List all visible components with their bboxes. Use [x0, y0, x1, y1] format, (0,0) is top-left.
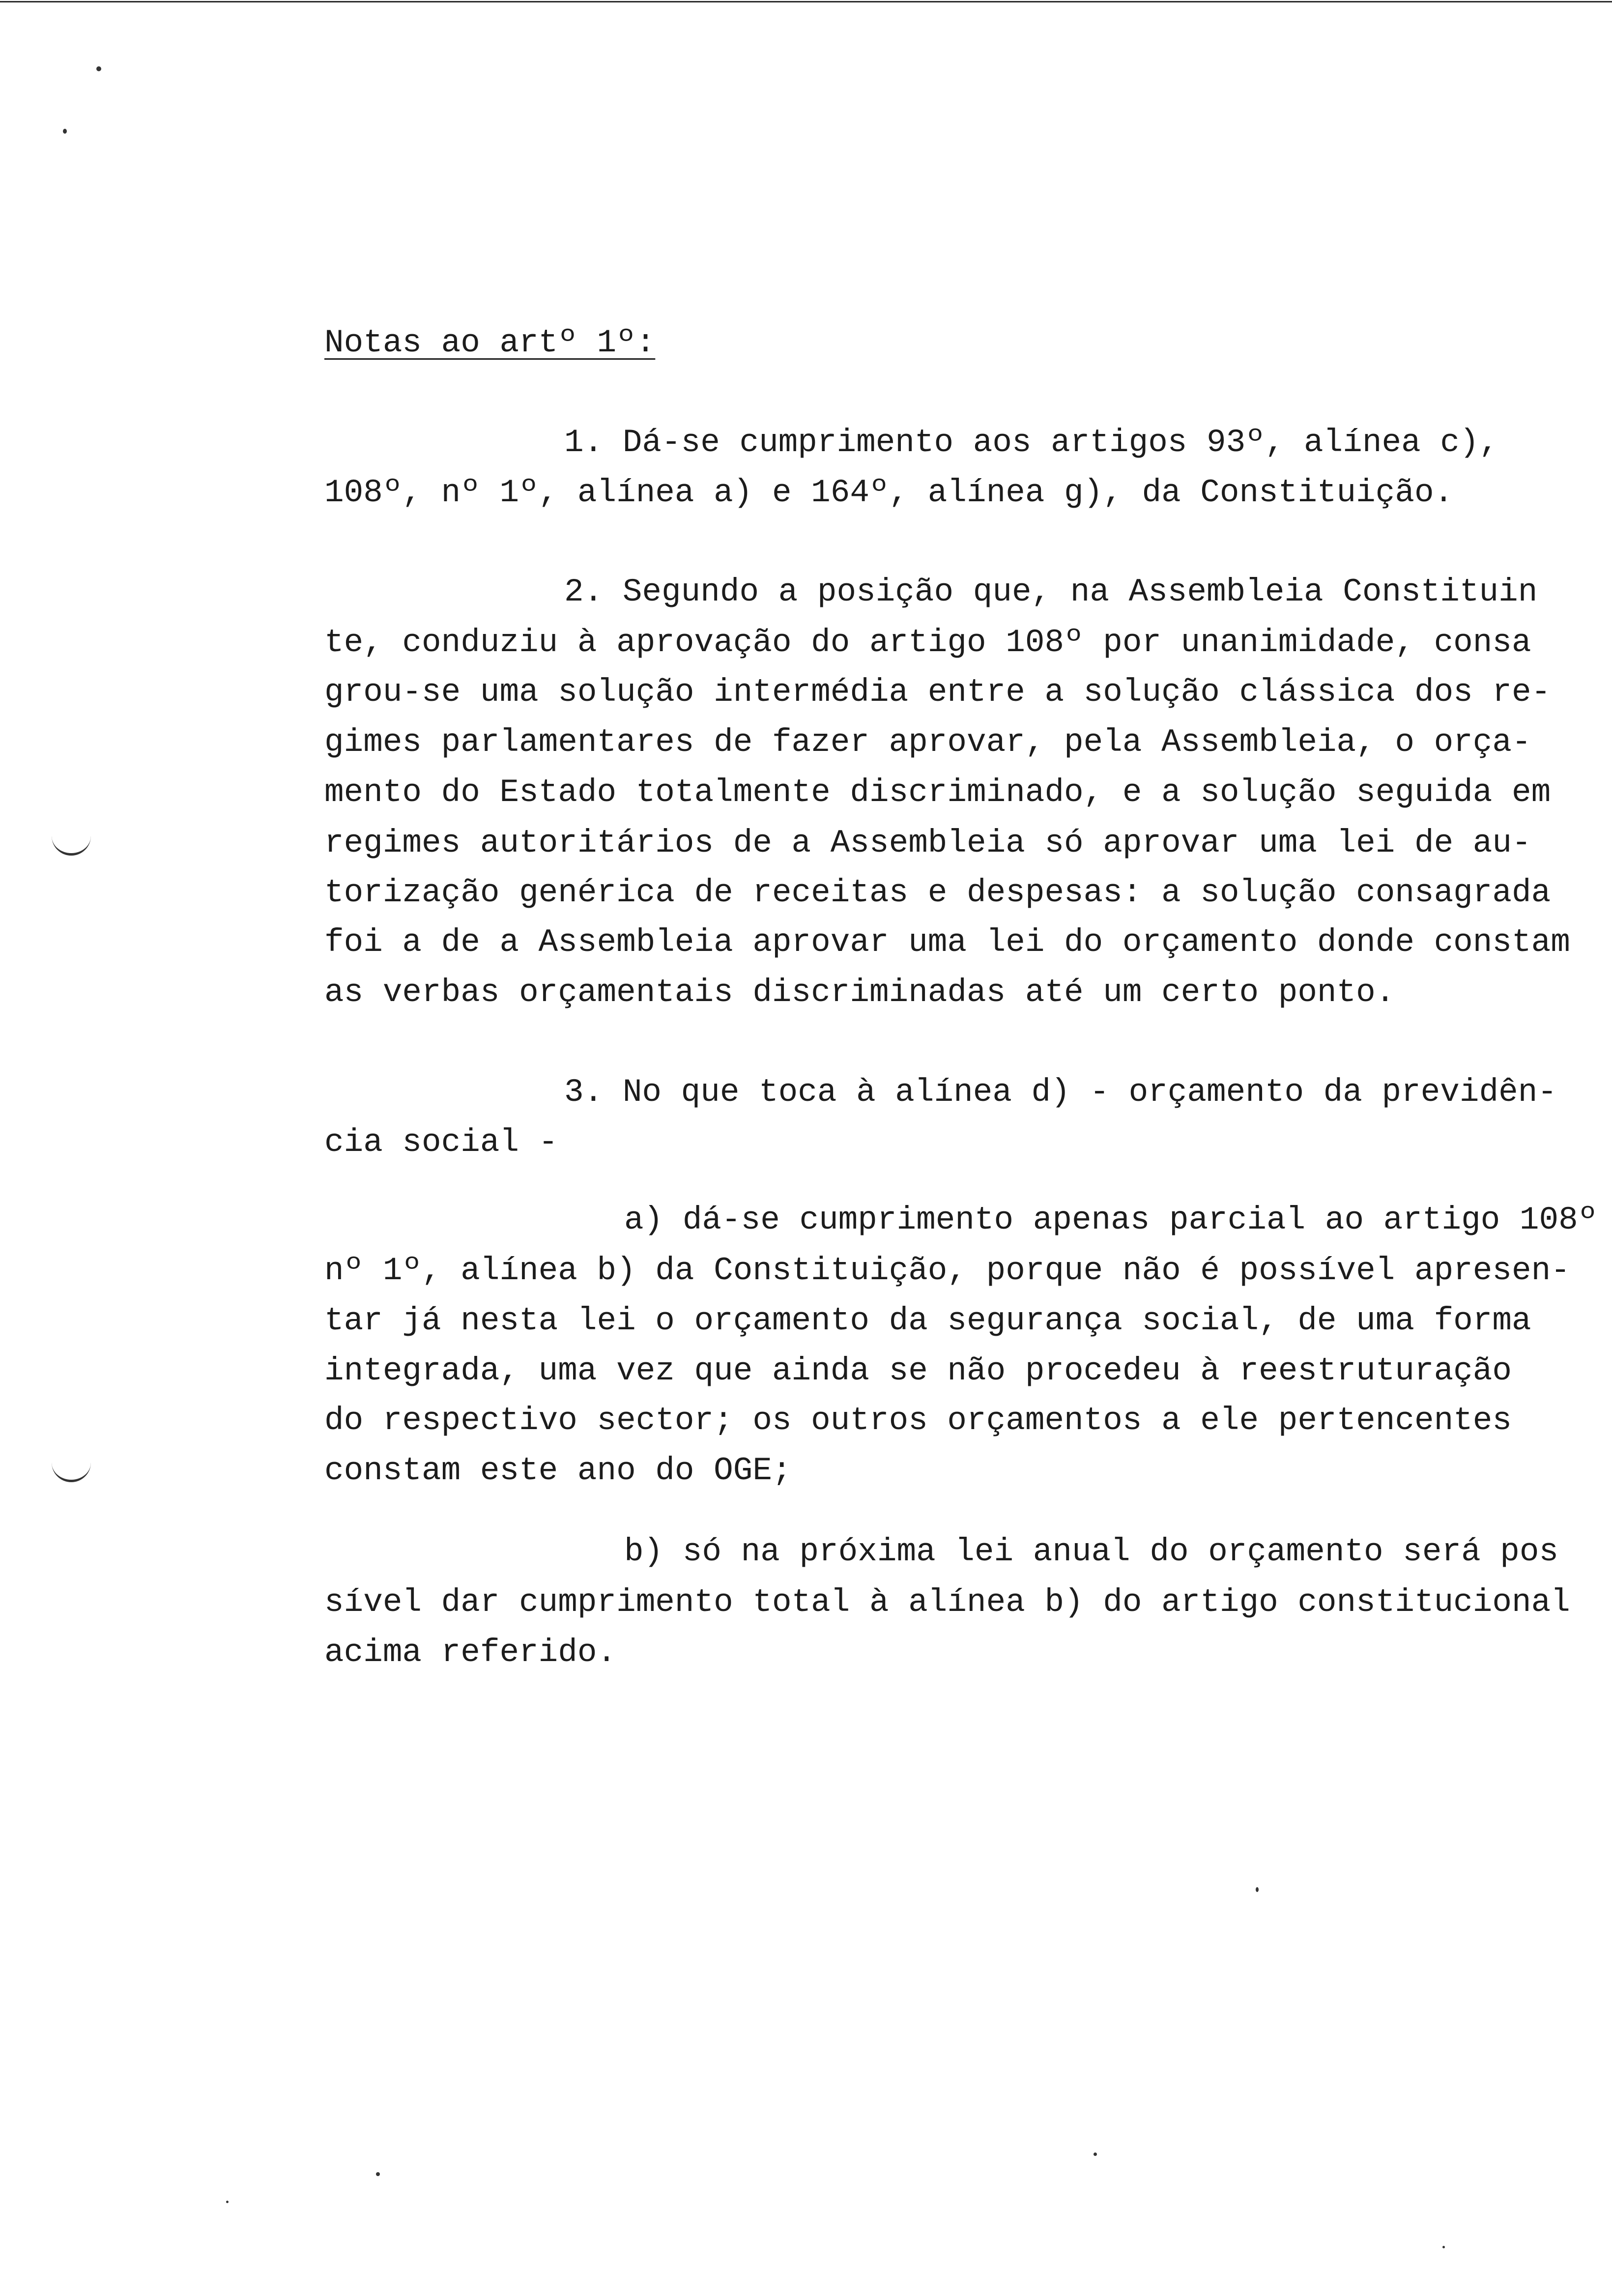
note2-line-3: grou-se uma solução intermédia entre a solução clássica dos re- — [324, 674, 1551, 711]
scan-speck — [226, 2201, 229, 2203]
note2-line-1: 2. Segundo a posição que, na Assembleia Constituin — [564, 574, 1538, 610]
note2-line-9: as verbas orçamentais discriminadas até um certo ponto. — [324, 974, 1395, 1011]
note2-line-5: mento do Estado totalmente discriminado, e a solução seguida em — [324, 774, 1551, 811]
note2-line-2: te, conduziu à aprovação do artigo 108º por unanimidade, consa — [324, 624, 1531, 661]
note1-line-2: 108º, nº 1º, alínea a) e 164º, alínea g), da Constituição. — [324, 474, 1454, 511]
note3b-line-1: b) só na próxima lei anual do orçamento será pos — [624, 1533, 1559, 1570]
punch-hole-mark — [52, 835, 91, 856]
scan-speck — [1442, 2246, 1445, 2248]
scan-speck — [1256, 1887, 1259, 1892]
note3a-line-3: tar já nesta lei o orçamento da segurança social, de uma forma — [324, 1302, 1531, 1339]
note2-line-8: foi a de a Assembleia aprovar uma lei do orçamento donde constam — [324, 924, 1570, 961]
scan-speck — [63, 129, 67, 134]
top-border-rule — [0, 1, 1612, 2]
punch-hole-mark — [52, 1462, 91, 1482]
note3b-line-3: acima referido. — [324, 1634, 617, 1671]
note3a-line-1: a) dá-se cumprimento apenas parcial ao artigo 108º — [624, 1202, 1598, 1238]
note1-line-1: 1. Dá-se cumprimento aos artigos 93º, alínea c), — [564, 424, 1499, 461]
notes-title: Notas ao artº 1º: — [324, 324, 656, 361]
note2-line-4: gimes parlamentares de fazer aprovar, pela Assembleia, o orça- — [324, 724, 1531, 761]
scan-speck — [1094, 2152, 1097, 2156]
note2-line-7: torização genérica de receitas e despesas: a solução consagrada — [324, 874, 1551, 911]
scan-speck — [376, 2172, 380, 2176]
note2-line-6: regimes autoritários de a Assembleia só aprovar uma lei de au- — [324, 825, 1531, 861]
note3-line-2: cia social - — [324, 1124, 558, 1161]
note3b-line-2: sível dar cumprimento total à alínea b) do artigo constitucional — [324, 1584, 1570, 1621]
note3a-line-2: nº 1º, alínea b) da Constituição, porque não é possível apresen- — [324, 1252, 1570, 1289]
note3a-line-5: do respectivo sector; os outros orçamentos a ele pertencentes — [324, 1402, 1512, 1439]
scan-speck — [96, 66, 101, 71]
note3a-line-6: constam este ano do OGE; — [324, 1452, 792, 1489]
note3-line-1: 3. No que toca à alínea d) - orçamento da previdên- — [564, 1074, 1557, 1111]
note3a-line-4: integrada, uma vez que ainda se não procedeu à reestruturação — [324, 1352, 1512, 1389]
